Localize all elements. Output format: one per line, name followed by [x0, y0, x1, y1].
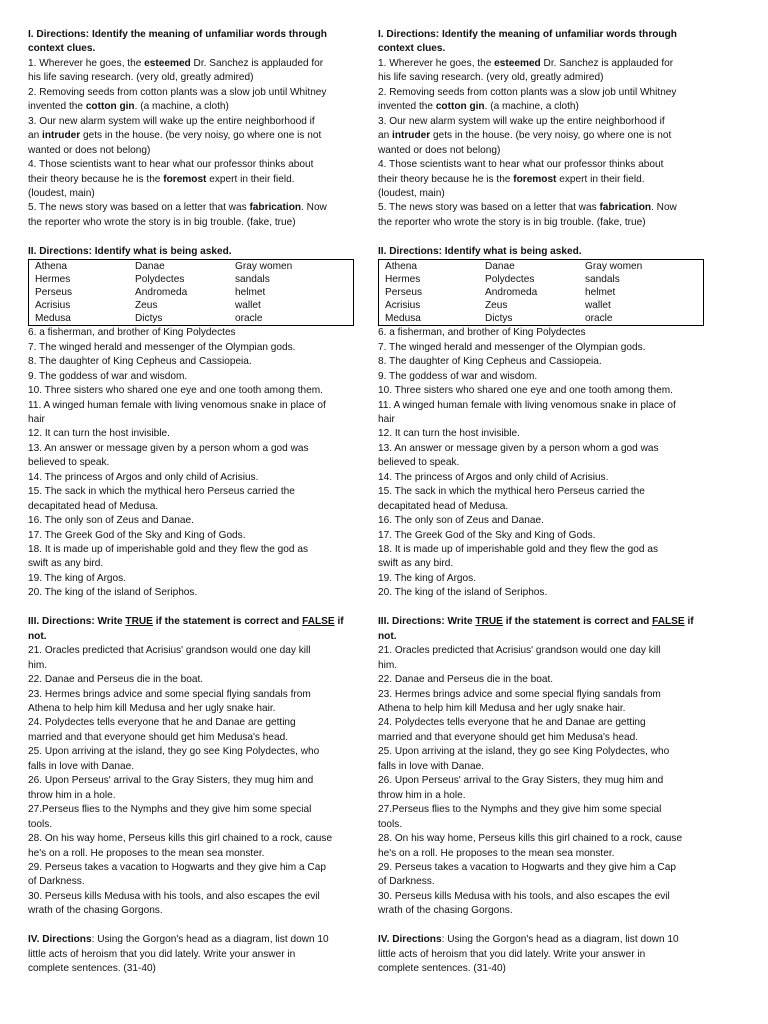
section-3-item-line: 30. Perseus kills Medusa with his tools, and also escapes the evil — [378, 890, 670, 902]
section-2-item-line: 16. The only son of Zeus and Danae. — [378, 515, 544, 527]
item-text: Dr. Sanchez is applauded for — [190, 57, 324, 69]
section-3-item-line: of Darkness. — [28, 876, 85, 888]
word-bank-cell: Polydectes — [135, 274, 185, 286]
word-bank-cell: Gray women — [585, 261, 643, 273]
heading-text: III. Directions: Write — [28, 616, 126, 628]
section-3-item-line: 24. Polydectes tells everyone that he and Danae are getting — [28, 717, 296, 729]
item-text: his life saving research. (very old, greatly admired) — [378, 72, 604, 84]
section-2-item-line: decapitated head of Medusa. — [378, 500, 509, 512]
section-1-item-line — [378, 71, 714, 85]
item-text: his life saving research. (very old, greatly admired) — [28, 72, 254, 84]
section-1-heading: I. Directions: Identify the meaning of unfamiliar words through — [28, 29, 327, 40]
item-text: the reporter who wrote the story is in big trouble. (fake, true) — [378, 216, 646, 228]
section-3-item-line: falls in love with Danae. — [378, 760, 485, 772]
section-3-item-line: tools. — [378, 818, 403, 830]
vocab-word: cotton gin — [435, 101, 485, 113]
item-text: . Now — [651, 202, 677, 214]
word-bank-row — [379, 286, 704, 299]
section-2-item-line: 16. The only son of Zeus and Danae. — [28, 515, 194, 527]
section-3-item-line: him. — [378, 659, 398, 671]
section-1-item-line — [378, 173, 714, 187]
section-1-item-line — [378, 158, 714, 172]
item-text: wanted or does not belong) — [28, 144, 151, 156]
section-2-item-line: 19. The king of Argos. — [378, 572, 477, 584]
word-bank-row — [29, 273, 354, 286]
item-text: 5. The news story was based on a letter that was — [28, 202, 250, 214]
item-text: 1. Wherever he goes, the — [378, 57, 495, 69]
section-4-text-line: complete sentences. (31-40) — [378, 963, 506, 975]
section-3-item-line: 27.Perseus flies to the Nymphs and they give him some special — [378, 804, 662, 816]
word-bank-cell: Gray women — [235, 261, 293, 273]
word-bank-cell: Dictys — [485, 313, 513, 325]
word-bank-row — [379, 299, 704, 312]
section-3-item-line: 23. Hermes brings advice and some special flying sandals from — [378, 688, 661, 700]
section-3-item-line: he's on a roll. He proposes to the mean sea monster. — [378, 847, 615, 859]
section-2-item-line: 7. The winged herald and messenger of the Olympian gods. — [378, 341, 646, 353]
section-3-item-line: falls in love with Danae. — [28, 760, 135, 772]
section-2-item-line: 17. The Greek God of the Sky and King of Gods. — [28, 529, 246, 541]
section-3-item-line: married and that everyone should get him Medusa's head. — [378, 731, 639, 743]
section-3-item-line: 29. Perseus takes a vacation to Hogwarts and they give him a Cap — [378, 861, 676, 873]
section-2-item-line: 9. The goddess of war and wisdom. — [378, 370, 538, 382]
section-2-item-line: 20. The king of the island of Seriphos. — [28, 587, 198, 599]
word-bank-cell: wallet — [235, 300, 261, 312]
word-bank-cell: sandals — [585, 274, 620, 286]
item-text: an — [28, 130, 43, 142]
section-4-label: IV. Directions — [28, 934, 92, 946]
item-text: . (a machine, a cloth) — [484, 101, 579, 113]
section-3-item-line: 26. Upon Perseus' arrival to the Gray Sisters, they mug him and — [378, 775, 664, 787]
section-3-item-line: 21. Oracles predicted that Acrisius' grandson would one day kill — [378, 645, 661, 657]
word-bank-row — [379, 312, 704, 326]
heading-text: if — [334, 616, 344, 628]
section-3-item-line: Athena to help him kill Medusa and her ugly snake hair. — [28, 703, 276, 714]
section-2-item-line: 8. The daughter of King Cepheus and Cassiopeia. — [378, 356, 602, 368]
item-text: gets in the house. (be very noisy, go where one is not — [430, 130, 672, 142]
section-2-item-line: 12. It can turn the host invisible. — [28, 428, 170, 440]
section-2-item-line: swift as any bird. — [28, 558, 104, 570]
heading-text: if the statement is correct and — [152, 616, 303, 628]
item-text: expert in their field. — [206, 173, 295, 185]
section-1-item-line — [28, 86, 364, 100]
word-bank-row — [29, 260, 354, 274]
word-bank-cell: Zeus — [135, 300, 158, 312]
section-2-item-line: 8. The daughter of King Cepheus and Cassiopeia. — [28, 356, 252, 368]
spacer — [28, 919, 364, 933]
item-text: gets in the house. (be very noisy, go where one is not — [80, 130, 322, 142]
section-4-text: : Using the Gorgon's head as a diagram, list down 10 — [91, 934, 329, 946]
word-bank-cell: Athena — [35, 261, 67, 273]
section-1-heading: I. Directions: Identify the meaning of unfamiliar words through — [378, 29, 677, 40]
section-2-item-line: swift as any bird. — [378, 558, 454, 570]
item-text: 4. Those scientists want to hear what our professor thinks about — [378, 159, 664, 171]
section-1-item-line — [378, 57, 714, 71]
section-1-item-line — [28, 115, 364, 129]
false-keyword: FALSE — [652, 616, 685, 628]
word-bank-cell: Dictys — [135, 313, 163, 325]
section-3-item-line: 28. On his way home, Perseus kills this girl chained to a rock, cause — [28, 833, 333, 845]
section-2-item-line: 17. The Greek God of the Sky and King of Gods. — [378, 529, 596, 541]
section-2-item-line: 14. The princess of Argos and only child of Acrisius. — [378, 471, 609, 483]
vocab-word: intruder — [42, 130, 81, 142]
section-1-heading: context clues. — [28, 43, 96, 55]
item-text: . Now — [301, 202, 327, 214]
word-bank-row — [29, 286, 354, 299]
worksheet-column-right — [378, 28, 714, 977]
section-2-item-line: 15. The sack in which the mythical hero Perseus carried the — [28, 486, 295, 498]
section-1-item-line — [378, 216, 714, 230]
word-bank-cell: Andromeda — [135, 287, 188, 299]
section-4-text-line: complete sentences. (31-40) — [28, 963, 156, 975]
word-bank-table — [28, 259, 354, 326]
word-bank-cell: helmet — [585, 287, 616, 299]
section-4-text-line: little acts of heroism that you did lately. Write your answer in — [28, 948, 296, 960]
vocab-word: esteemed — [144, 57, 191, 69]
section-2-item-line: believed to speak. — [378, 457, 460, 469]
section-3-item-line: 21. Oracles predicted that Acrisius' grandson would one day kill — [28, 645, 311, 657]
section-2-item-line: 13. An answer or message given by a person whom a god was — [28, 442, 309, 454]
section-3-item-line: 27.Perseus flies to the Nymphs and they give him some special — [28, 804, 312, 816]
section-3-heading: not. — [378, 630, 397, 642]
section-3-item-line: wrath of the chasing Gorgons. — [378, 905, 513, 917]
section-4-heading — [28, 933, 364, 947]
section-2-item-line: 10. Three sisters who shared one eye and one tooth among them. — [378, 385, 673, 397]
word-bank-row — [379, 273, 704, 286]
section-2-item-line: 7. The winged herald and messenger of the Olympian gods. — [28, 341, 296, 353]
section-1-item-line — [378, 86, 714, 100]
section-3-item-line: 24. Polydectes tells everyone that he and Danae are getting — [378, 717, 646, 729]
word-bank-cell: Perseus — [385, 287, 423, 299]
word-bank-cell: oracle — [585, 313, 613, 325]
item-text: the reporter who wrote the story is in big trouble. (fake, true) — [28, 216, 296, 228]
section-2-item-line: 13. An answer or message given by a person whom a god was — [378, 442, 659, 454]
section-2-item-line: 11. A winged human female with living venomous snake in place of — [378, 399, 676, 411]
word-bank-cell: wallet — [585, 300, 611, 312]
section-1-item-line — [378, 201, 714, 215]
heading-text: III. Directions: Write — [378, 616, 476, 628]
item-text: Dr. Sanchez is applauded for — [540, 57, 674, 69]
vocab-word: cotton gin — [85, 101, 135, 113]
section-1-item-line — [378, 115, 714, 129]
item-text: 4. Those scientists want to hear what our professor thinks about — [28, 159, 314, 171]
section-3-heading — [28, 615, 364, 629]
word-bank-cell: Zeus — [485, 300, 508, 312]
section-3-heading — [378, 615, 714, 629]
word-bank-cell: Athena — [385, 261, 417, 273]
section-2-item-line: 14. The princess of Argos and only child of Acrisius. — [28, 471, 259, 483]
item-text: 2. Removing seeds from cotton plants was a slow job until Whitney — [378, 86, 677, 98]
section-1-item-line — [28, 173, 364, 187]
word-bank-cell: Acrisius — [35, 300, 71, 312]
spacer — [28, 601, 364, 615]
word-bank-cell: Perseus — [35, 287, 73, 299]
section-1-item-line — [378, 144, 714, 158]
word-bank-cell: Hermes — [385, 274, 421, 286]
section-3-item-line: 29. Perseus takes a vacation to Hogwarts and they give him a Cap — [28, 861, 326, 873]
vocab-word: esteemed — [494, 57, 541, 69]
section-1-item-line — [28, 57, 364, 71]
word-bank-cell: sandals — [235, 274, 270, 286]
section-3-item-line: married and that everyone should get him Medusa's head. — [28, 731, 289, 743]
section-3-item-line: he's on a roll. He proposes to the mean sea monster. — [28, 847, 265, 859]
section-2-item-line: 12. It can turn the host invisible. — [378, 428, 520, 440]
item-text: (loudest, main) — [378, 187, 445, 199]
spacer — [378, 601, 714, 615]
word-bank-cell: Danae — [135, 261, 165, 273]
section-2-item-line: 20. The king of the island of Seriphos. — [378, 587, 548, 599]
section-2-item-line: believed to speak. — [28, 457, 110, 469]
item-text: an — [378, 130, 393, 142]
section-3-item-line: of Darkness. — [378, 876, 435, 888]
section-1-item-line — [28, 216, 364, 230]
word-bank-row — [379, 260, 704, 274]
section-1-item-line — [378, 129, 714, 143]
true-keyword: TRUE — [125, 616, 153, 628]
section-2-item-line: 19. The king of Argos. — [28, 572, 127, 584]
item-text: invented the — [378, 101, 436, 113]
section-3-item-line: 25. Upon arriving at the island, they go see King Polydectes, who — [378, 746, 670, 758]
section-3-item-line: Athena to help him kill Medusa and her ugly snake hair. — [378, 703, 626, 714]
item-text: 5. The news story was based on a letter that was — [378, 202, 600, 214]
section-2-item-line: 6. a fisherman, and brother of King Polydectes — [28, 327, 236, 339]
section-3-item-line: tools. — [28, 818, 53, 830]
section-1-item-line — [28, 71, 364, 85]
section-3-item-line: 30. Perseus kills Medusa with his tools, and also escapes the evil — [28, 890, 320, 902]
word-bank-table — [378, 259, 704, 326]
item-text: their theory because he is the — [378, 173, 514, 185]
section-3-item-line: 22. Danae and Perseus die in the boat. — [28, 674, 204, 686]
section-2-item-line: hair — [378, 413, 395, 425]
section-2-item-line: 6. a fisherman, and brother of King Polydectes — [378, 327, 586, 339]
word-bank-cell: Acrisius — [385, 300, 421, 312]
section-1-item-line — [28, 158, 364, 172]
section-1-item-line — [28, 100, 364, 114]
spacer — [378, 919, 714, 933]
item-text: . (a machine, a cloth) — [134, 101, 229, 113]
heading-text: if — [684, 616, 694, 628]
vocab-word: foremost — [163, 173, 207, 185]
worksheet-column-left — [28, 28, 364, 977]
section-4-heading — [378, 933, 714, 947]
vocab-word: fabrication — [599, 202, 652, 214]
section-3-item-line: him. — [28, 659, 48, 671]
section-1-item-line — [28, 129, 364, 143]
vocab-word: foremost — [513, 173, 557, 185]
section-2-item-line: 18. It is made up of imperishable gold and they flew the god as — [28, 544, 308, 556]
section-2-item-line: 15. The sack in which the mythical hero Perseus carried the — [378, 486, 645, 498]
word-bank-cell: Andromeda — [485, 287, 538, 299]
section-2-item-line: 9. The goddess of war and wisdom. — [28, 370, 188, 382]
vocab-word: fabrication — [249, 202, 302, 214]
word-bank-cell: helmet — [235, 287, 266, 299]
section-3-item-line: 26. Upon Perseus' arrival to the Gray Sisters, they mug him and — [28, 775, 314, 787]
section-1-item-line — [378, 100, 714, 114]
section-1-item-line — [28, 187, 364, 201]
word-bank-cell: Medusa — [385, 313, 421, 325]
spacer — [378, 230, 714, 244]
section-4-text-line: little acts of heroism that you did lately. Write your answer in — [378, 948, 646, 960]
spacer — [28, 230, 364, 244]
section-3-item-line: 23. Hermes brings advice and some special flying sandals from — [28, 688, 311, 700]
section-4-label: IV. Directions — [378, 934, 442, 946]
item-text: (loudest, main) — [28, 187, 95, 199]
word-bank-cell: Polydectes — [485, 274, 535, 286]
section-1-item-line — [378, 187, 714, 201]
word-bank-cell: Hermes — [35, 274, 71, 286]
section-3-item-line: wrath of the chasing Gorgons. — [28, 905, 163, 917]
section-1-item-line — [28, 201, 364, 215]
section-3-heading: not. — [28, 630, 47, 642]
heading-text: if the statement is correct and — [502, 616, 653, 628]
section-2-item-line: 18. It is made up of imperishable gold and they flew the god as — [378, 544, 658, 556]
word-bank-row — [29, 312, 354, 326]
section-1-heading: context clues. — [378, 43, 446, 55]
section-2-item-line: hair — [28, 413, 45, 425]
section-3-item-line: throw him in a hole. — [378, 789, 466, 801]
item-text: their theory because he is the — [28, 173, 164, 185]
section-3-item-line: 28. On his way home, Perseus kills this girl chained to a rock, cause — [378, 833, 683, 845]
word-bank-cell: Danae — [485, 261, 515, 273]
item-text: 3. Our new alarm system will wake up the entire neighborhood if — [28, 115, 315, 127]
true-keyword: TRUE — [475, 616, 503, 628]
section-1-item-line — [28, 144, 364, 158]
item-text: wanted or does not belong) — [378, 144, 501, 156]
section-2-heading: II. Directions: Identify what is being asked. — [28, 245, 232, 257]
item-text: invented the — [28, 101, 86, 113]
word-bank-cell: Medusa — [35, 313, 71, 325]
section-2-item-line: 10. Three sisters who shared one eye and one tooth among them. — [28, 385, 323, 397]
section-2-item-line: 11. A winged human female with living venomous snake in place of — [28, 399, 326, 411]
item-text: 1. Wherever he goes, the — [28, 57, 145, 69]
section-3-item-line: throw him in a hole. — [28, 789, 116, 801]
false-keyword: FALSE — [302, 616, 335, 628]
section-3-item-line: 22. Danae and Perseus die in the boat. — [378, 674, 554, 686]
section-2-heading: II. Directions: Identify what is being asked. — [378, 245, 582, 257]
item-text: 3. Our new alarm system will wake up the entire neighborhood if — [378, 115, 665, 127]
vocab-word: intruder — [392, 130, 431, 142]
section-4-text: : Using the Gorgon's head as a diagram, list down 10 — [441, 934, 679, 946]
item-text: expert in their field. — [556, 173, 645, 185]
word-bank-cell: oracle — [235, 313, 263, 325]
section-3-item-line: 25. Upon arriving at the island, they go see King Polydectes, who — [28, 746, 320, 758]
section-2-item-line: decapitated head of Medusa. — [28, 500, 159, 512]
word-bank-row — [29, 299, 354, 312]
item-text: 2. Removing seeds from cotton plants was a slow job until Whitney — [28, 86, 327, 98]
